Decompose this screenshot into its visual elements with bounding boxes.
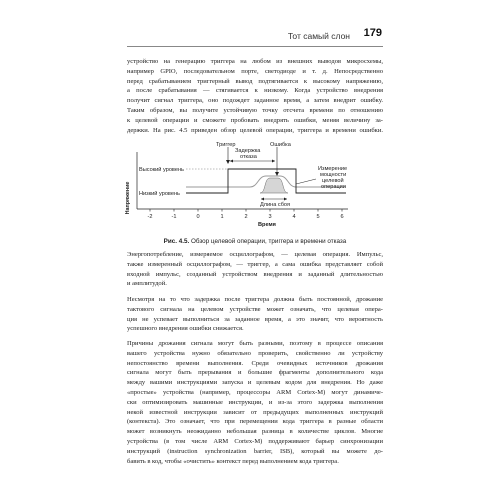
figure-4-5 <box>120 140 390 234</box>
text-line: бавить в код, чтобы «очистить» контекст перед выполнением кода триггера. <box>127 457 339 465</box>
x-axis-label: Время <box>258 222 276 228</box>
text-line: входной импульс, созданный устройством внедрения и заданный длительностью <box>127 270 383 278</box>
glitch-length-label: Длина сбоя <box>260 202 291 208</box>
text-line: Несмотря на то что задержка после триггера должна быть постоянной, дрожание <box>127 296 383 303</box>
figure-caption-text: Обзор целевой операции, триггера и времени отказа <box>191 238 347 245</box>
text-line: непостоянство времени выполнения. Среди очевидных источников дрожания <box>127 359 383 367</box>
text-line: к целевой операции и сможете пробовать внедрять ошибки, меняя величину за- <box>127 116 383 124</box>
x-tick-label: 1 <box>220 214 224 220</box>
text-line: может возникнуть неожиданно небольшая разница в количестве циклов. Многие <box>127 428 383 436</box>
text-line: устройство на генерацию триггера на любом из внешних выводов микросхемы, <box>127 58 383 65</box>
high-level-label: Высокий уровень <box>139 167 184 173</box>
timing-diagram <box>120 140 390 234</box>
paragraph-2 <box>127 250 383 289</box>
text-line: успешного внедрения ошибки снижается. <box>127 325 244 333</box>
text-line: также измеренный осциллографом, — триггер, а сама ошибка представляет собой <box>127 260 383 268</box>
measure-pointer <box>296 179 316 184</box>
glitch-length-arrowhead-left <box>261 198 264 201</box>
text-line: а после срабатывания — стягивается к низкому. Когда устройство внедрения <box>127 87 383 95</box>
page-number: 179 <box>363 27 382 39</box>
measure-label-4: операции <box>321 184 346 190</box>
text-line: «простые» устройства (например, процессоры ARM Cortex-M) могут динамиче- <box>127 388 383 396</box>
text-line: между вашими инструкциями запуска и целевым кодом для внедрения. Но даже <box>127 379 383 387</box>
text-line: получит сигнал триггера, оно подождет заданное время, а затем внедрит ошибку. <box>127 97 383 105</box>
glitch-pulse <box>260 178 288 193</box>
text-line: перед срабатыванием триггерный вывод подтягивается к высокому напряжению, <box>127 77 383 85</box>
text-line: некой известной инструкции зависит от предыдущих выполненных инструкций <box>127 408 383 416</box>
x-tick-label: 6 <box>340 214 344 220</box>
paragraph-4 <box>127 339 383 466</box>
delay-label: Задержка <box>235 148 261 154</box>
text-line: Причины дрожания сигнала могут быть разными, поэтому в процессе описания <box>127 340 383 347</box>
text-line: тактового сигнала на целевом устройстве может означать, что целевая опера- <box>127 305 383 313</box>
text-line: сигнала могут быть прерывания и большие фрагменты дополнительного кода <box>127 369 383 377</box>
text-line: Таким образом, вы получите устойчивую точку отсчета времени по отношению <box>127 106 383 114</box>
delay-arrowhead-left <box>230 160 233 163</box>
x-tick-label: -2 <box>147 214 153 220</box>
x-tick-label: -1 <box>171 214 177 220</box>
low-level-label: Низкий уровень <box>139 191 180 197</box>
glitch-length-arrowhead-right <box>284 198 287 201</box>
measure-label-3: целевой <box>322 178 344 184</box>
x-tick-label: 2 <box>244 214 248 220</box>
text-line: инструкций (instruction synchronization barrier, ISB), который вы можете до- <box>127 447 383 455</box>
paragraph-1 <box>127 57 383 135</box>
measure-label-2: мощности <box>320 172 347 178</box>
text-line: (контекста). Это означает, что при перемещении кода триггера в разные области <box>127 418 383 426</box>
header-divider <box>127 46 383 47</box>
x-tick-label: 0 <box>196 214 200 220</box>
x-tick-label: 5 <box>316 214 320 220</box>
x-tick-label: 4 <box>292 214 296 220</box>
text-line: Энергопотребление, измеряемое осциллографом, — целевая операция. Импульс, <box>127 251 383 258</box>
text-line: держки. На рис. 4.5 приведен обзор целевой операции, триггера и времени ошибки. <box>127 126 383 134</box>
trigger-label: Триггер <box>216 142 236 148</box>
delay-arrowhead-right <box>272 160 275 163</box>
fault-label: Ошибка <box>270 142 291 148</box>
text-line: и амплитудой. <box>127 280 167 288</box>
delay-label-2: отказа <box>240 154 257 160</box>
measure-label-1: Измерение <box>318 166 348 172</box>
text-line: вашего устройства нужно обязательно проверить, свойственно ли устройству <box>127 349 383 357</box>
text-line: например GPIO, последовательном порте, светодиоде и т. д. Непосредственно <box>127 67 383 75</box>
section-title: Тот самый слон <box>287 31 350 41</box>
text-line: ски оптимизировать машинные инструкции, и из-за этого задержка выполнения <box>127 398 383 406</box>
y-axis-label: Напряжение <box>125 181 131 215</box>
running-head <box>130 31 382 45</box>
x-tick-label: 3 <box>268 214 272 220</box>
x-ticks <box>148 209 344 220</box>
paragraph-3 <box>127 295 383 334</box>
text-line: ция не успевает выполниться за заданное время, а это значит, что вероятность <box>127 315 383 323</box>
text-line: устройства (в том числе ARM Cortex-M) поддерживают барьер синхронизации <box>127 437 383 445</box>
fault-arrowhead <box>275 172 279 176</box>
figure-caption-label: Рис. 4.5. <box>163 238 190 245</box>
trigger-arrowhead <box>226 160 230 164</box>
figure-caption <box>127 238 383 245</box>
